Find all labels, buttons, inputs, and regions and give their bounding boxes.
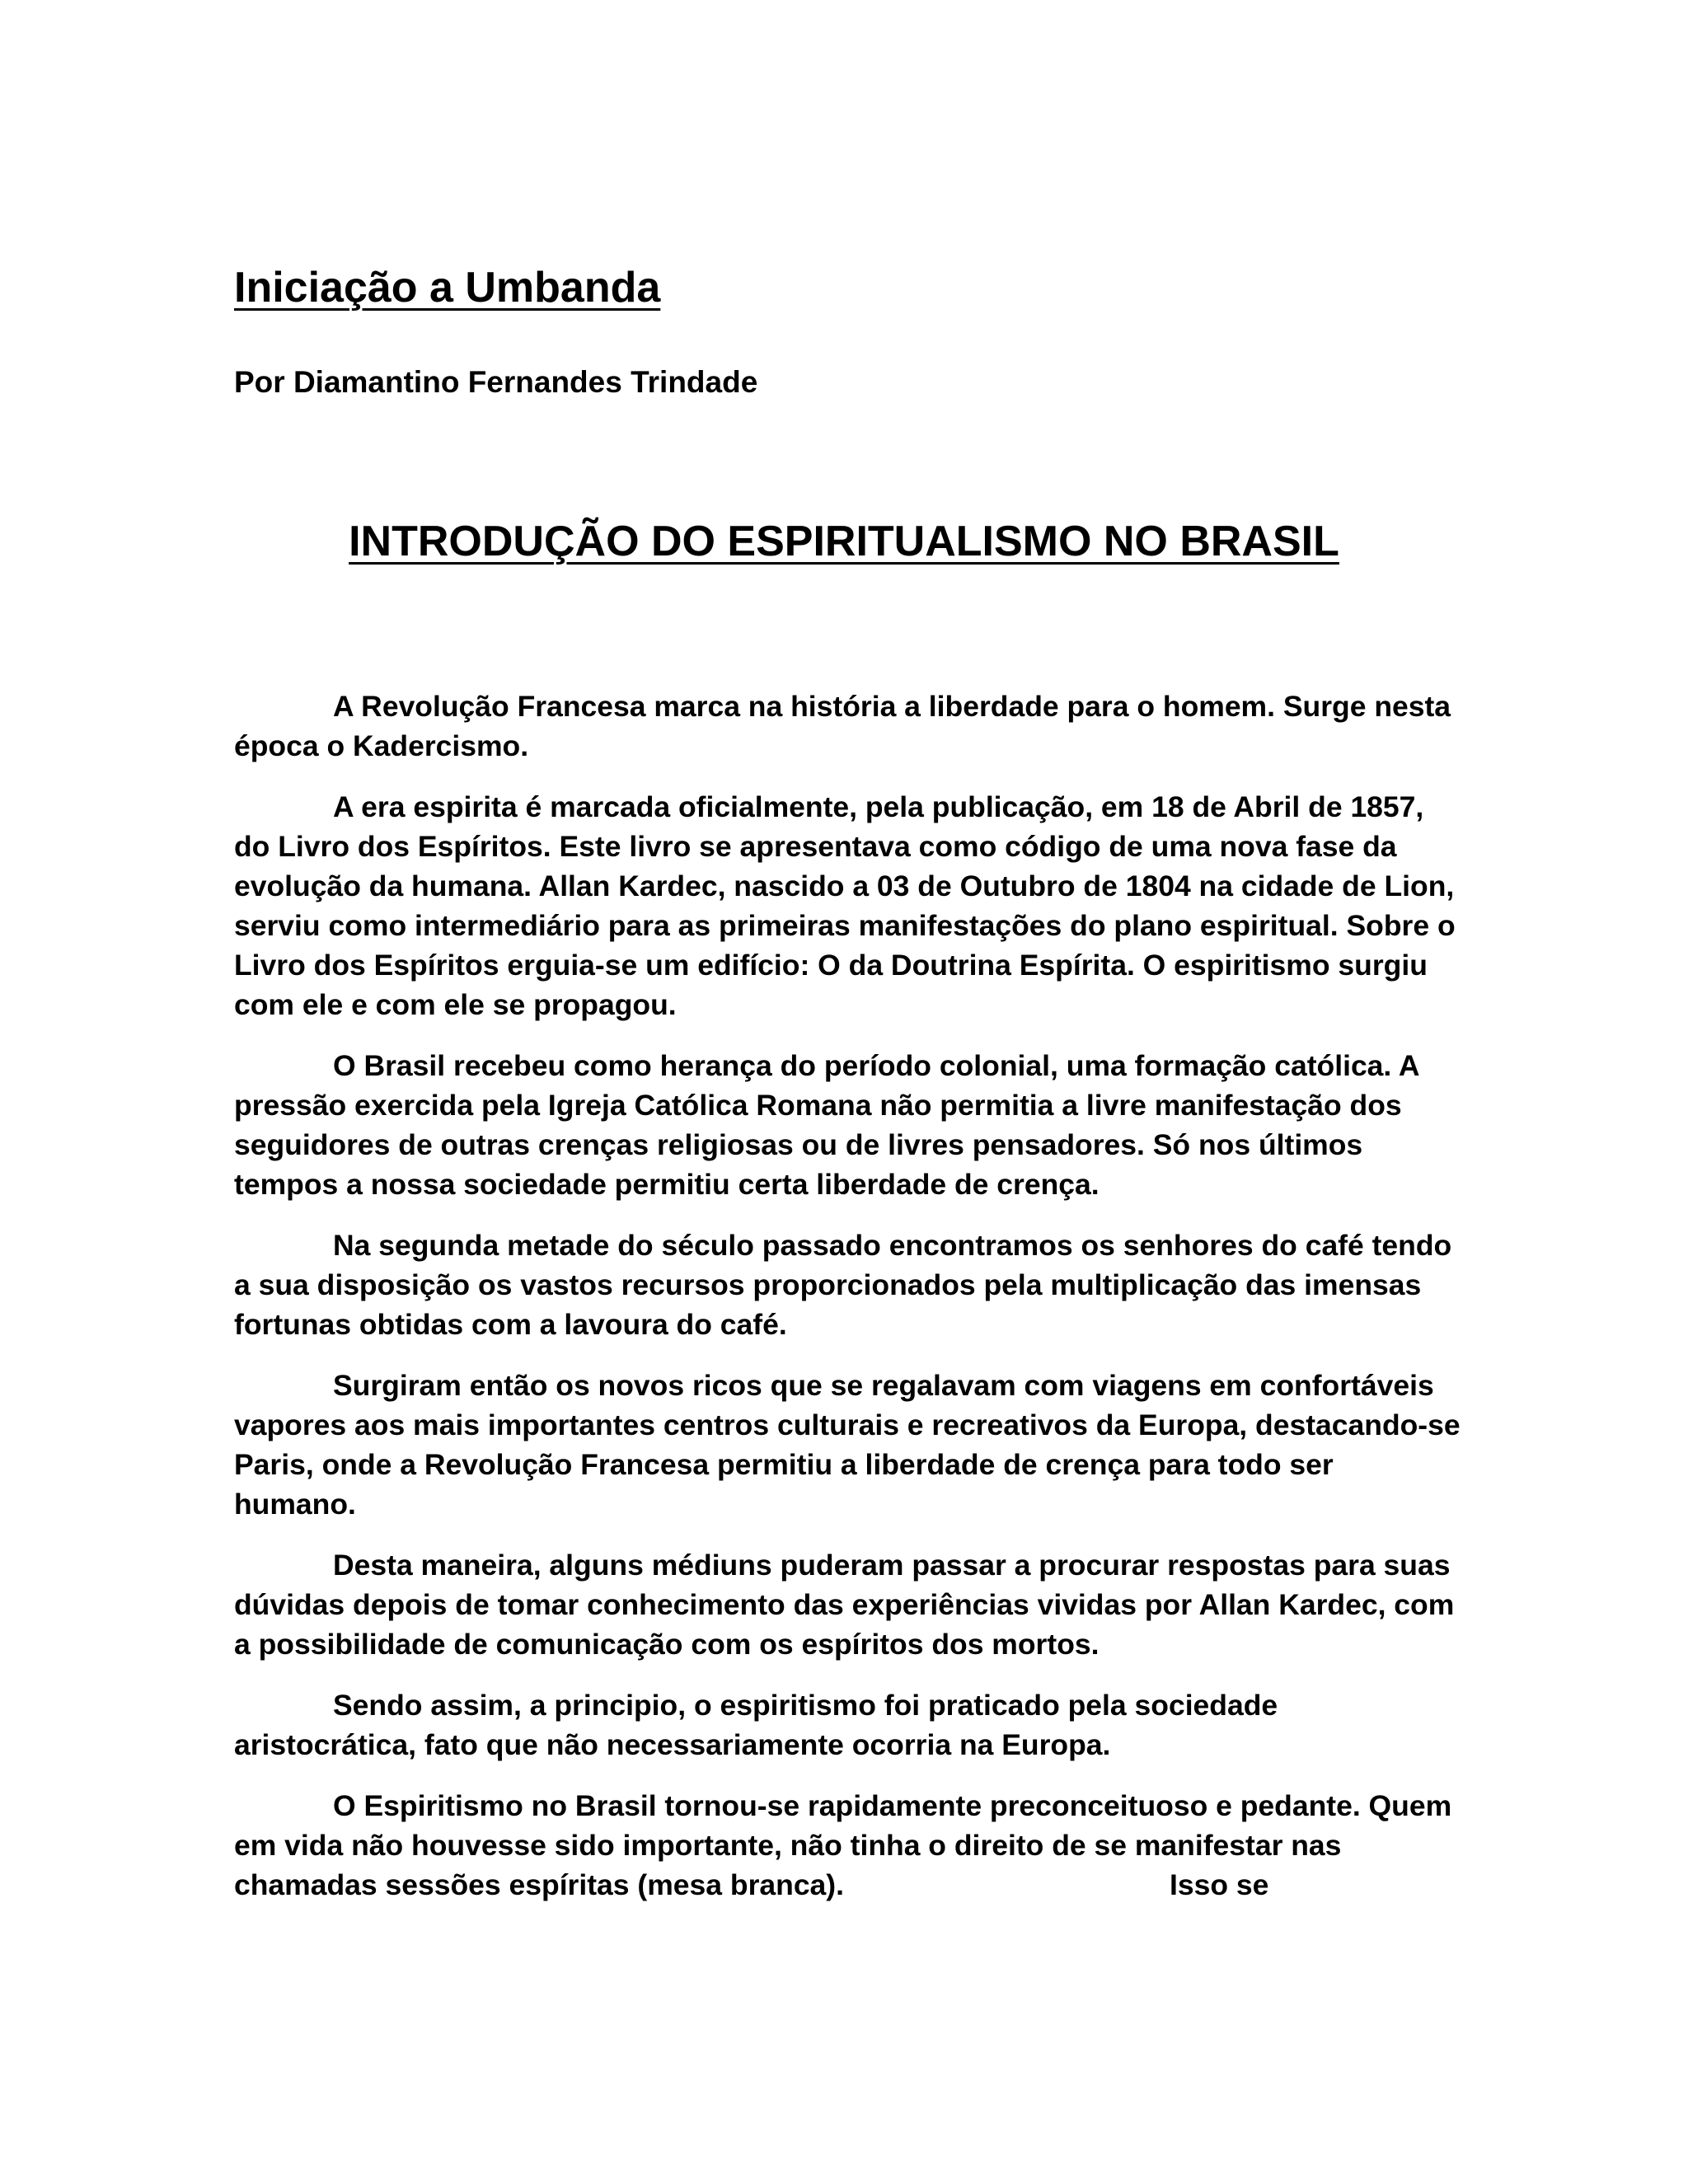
document-author: Por Diamantino Fernandes Trindade — [234, 365, 758, 399]
paragraph-8 — [234, 1786, 1462, 1905]
paragraph-8-text: O Espiritismo no Brasil tornou-se rapidamente preconceituoso e pedante. Quem em vida não houvesse sido importante, não tinha o direito de se manifestar nas chamadas sessões espíritas (mesa branca). — [234, 1789, 1452, 1901]
paragraph-8-trailing: Isso se — [1170, 1868, 1269, 1901]
paragraph-5: Surgiram então os novos ricos que se regalavam com viagens em confortáveis vapores aos mais importantes centros culturais e recreativos da Europa, destacando-se Paris, onde a Revolução Francesa permitiu a liberdade de crença para todo ser humano. — [234, 1369, 1461, 1521]
document-title: Iniciação a Umbanda — [234, 264, 661, 312]
paragraph-3: O Brasil recebeu como herança do período colonial, uma formação católica. A pressão exercida pela Igreja Católica Romana não permitia a livre manifestação dos seguidores de outras crenças religiosas ou de livres pensadores. Só nos últimos tempos a nossa sociedade permitiu certa liberdade de crença. — [234, 1049, 1419, 1201]
paragraph-7: Sendo assim, a principio, o espiritismo foi praticado pela sociedade aristocrática, fato que não necessariamente ocorria na Europa. — [234, 1689, 1278, 1761]
paragraph-4: Na segunda metade do século passado encontramos os senhores do café tendo a sua disposição os vastos recursos proporcionados pela multiplicação das imensas fortunas obtidas com a lavoura do café. — [234, 1229, 1452, 1341]
body-text — [234, 687, 1462, 1905]
paragraph-6: Desta maneira, alguns médiuns puderam passar a procurar respostas para suas dúvidas depois de tomar conhecimento das experiências vividas por Allan Kardec, com a possibilidade de comunicação com os espíritos dos mortos. — [234, 1549, 1455, 1661]
paragraph-1: A Revolução Francesa marca na história a liberdade para o homem. Surge nesta época o Kadercismo. — [234, 690, 1451, 762]
paragraph-2: A era espirita é marcada oficialmente, pela publicação, em 18 de Abril de 1857, do Livro dos Espíritos. Este livro se apresentava como código de uma nova fase da evolução da humana. Allan Kardec, nascido a 03 de Outubro de 1804 na cidade de Lion, serviu como intermediário para as primeiras manifestações do plano espiritual. Sobre o Livro dos Espíritos erguia-se um edifício: O da Doutrina Espírita. O espiritismo surgiu com ele e com ele se propagou. — [234, 790, 1456, 1021]
section-heading: INTRODUÇÃO DO ESPIRITUALISMO NO BRASIL — [349, 518, 1339, 565]
